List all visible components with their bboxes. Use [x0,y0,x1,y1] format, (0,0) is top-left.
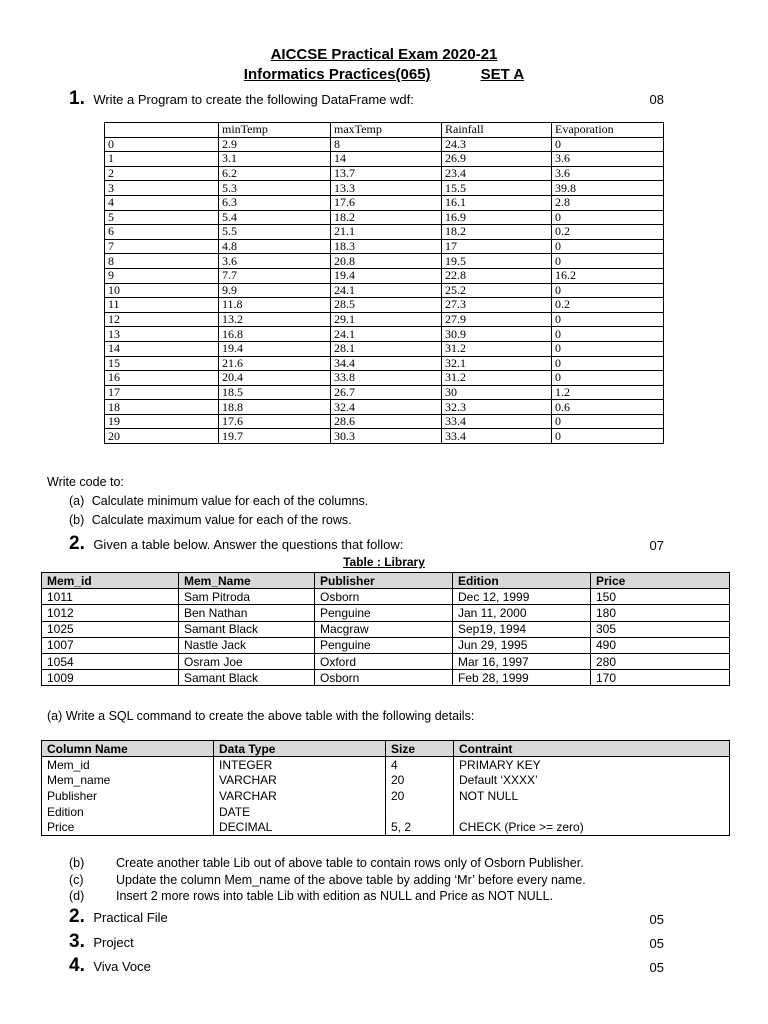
table-cell: 20 [105,429,219,444]
table-cell: 18.5 [219,385,331,400]
question-1-marks: 08 [649,92,664,107]
table-cell: 1.2 [552,385,664,400]
table-cell: 19.4 [331,268,442,283]
table-cell: 30.3 [331,429,442,444]
column-header: Data Type [214,741,386,757]
column-header: Price [591,573,730,589]
column-header: Size [386,741,454,757]
table-cell: 21.6 [219,356,331,371]
table-cell: 28.5 [331,298,442,313]
table-cell: 33.8 [331,371,442,386]
table-cell: 18 [105,400,219,415]
table-cell: Osborn [315,589,453,605]
table-cell: 0.2 [552,298,664,313]
table-cell: 24.1 [331,283,442,298]
table-row [105,371,664,386]
question-2 [69,533,403,555]
table-cell: 4 [386,757,454,773]
column-header: Rainfall [442,123,552,138]
table-cell: 8 [105,254,219,269]
table-cell: 3.1 [219,152,331,167]
write-code-label: Write code to: [47,475,124,489]
table-row [105,385,664,400]
table-cell: 26.7 [331,385,442,400]
table-cell: Macgraw [315,621,453,637]
table-row [105,254,664,269]
table-cell: 39.8 [552,181,664,196]
table-cell: 28.1 [331,341,442,356]
item-text: Practical File [93,910,168,925]
column-header: Contraint [454,741,730,757]
table-cell: 0 [552,312,664,327]
table-cell: 0 [552,283,664,298]
item-text: Project [93,935,134,950]
table-header-row [105,123,664,138]
table-cell: Mem_id [42,757,214,773]
table-cell: 170 [591,670,730,686]
item-number: 3. [69,931,85,952]
table-cell: 1025 [42,621,179,637]
table-cell: Sep19, 1994 [453,621,591,637]
viva-voce-item [69,955,151,977]
part-text: Create another table Lib out of above table to contain rows only of Osborn Publisher. [116,856,584,870]
table-cell: 0 [552,210,664,225]
column-header: minTemp [219,123,331,138]
question-2-part-c [69,873,586,887]
table-cell: 20.8 [331,254,442,269]
table-row [105,298,664,313]
table-cell: Penguine [315,605,453,621]
question-2-part-d [69,889,554,903]
table-cell: 0 [552,371,664,386]
part-label: (a) [69,494,85,508]
question-text: Write a Program to create the following DataFrame wdf: [93,92,414,107]
table-cell: 34.4 [331,356,442,371]
constraints-table [41,740,730,836]
table-cell: Edition [42,804,214,820]
table-cell: 16.1 [442,195,552,210]
table-cell: Default ‘XXXX’ [454,773,730,789]
table-cell: 26.9 [442,152,552,167]
table-cell: 11 [105,298,219,313]
table-cell: 6 [105,225,219,240]
table-cell: 15.5 [442,181,552,196]
table-cell: 8 [331,137,442,152]
table-row [105,268,664,283]
table-cell: 180 [591,605,730,621]
table-cell: DECIMAL [214,819,386,835]
table-cell: 18.8 [219,400,331,415]
table-cell: 12 [105,312,219,327]
table-row [105,210,664,225]
table-row [105,356,664,371]
table-cell: 20 [386,788,454,804]
table-row [105,225,664,240]
table-cell: 27.3 [442,298,552,313]
table-cell: 11.8 [219,298,331,313]
table-cell: Sam Pitroda [179,589,315,605]
table-cell: 5, 2 [386,819,454,835]
table-cell: 13.3 [331,181,442,196]
question-number: 1. [69,88,85,109]
question-1 [69,88,414,110]
table-cell [454,804,730,820]
table-cell: 9 [105,268,219,283]
part-label: (b) [69,856,85,870]
table-row [42,653,730,669]
table-cell: Penguine [315,637,453,653]
table-cell: 17.6 [331,195,442,210]
table-row [105,327,664,342]
table-cell: 30.9 [442,327,552,342]
table-cell: 33.4 [442,414,552,429]
table-cell: 16.9 [442,210,552,225]
table-cell [386,804,454,820]
table-cell: 10 [105,283,219,298]
table-row [105,429,664,444]
table-cell: 16.8 [219,327,331,342]
table-cell: 0 [552,414,664,429]
table-row [105,341,664,356]
column-header: Mem_id [42,573,179,589]
table-cell: 1 [105,152,219,167]
table-row [105,195,664,210]
table-cell: 24.3 [442,137,552,152]
table-cell: 32.3 [442,400,552,415]
table-cell: 7.7 [219,268,331,283]
table-cell: 1012 [42,605,179,621]
table-cell: 5 [105,210,219,225]
item-number: 4. [69,955,85,976]
table-cell: 20.4 [219,371,331,386]
table-cell: Publisher [42,788,214,804]
table-cell: 4 [105,195,219,210]
table-cell: 7 [105,239,219,254]
set-label: SET A [480,66,525,83]
table-cell: 0 [552,327,664,342]
table-cell: 150 [591,589,730,605]
table-cell: Oxford [315,653,453,669]
table-row [42,670,730,686]
table-cell: NOT NULL [454,788,730,804]
table-cell: 22.8 [442,268,552,283]
part-text: Update the column Mem_name of the above table by adding ‘Mr’ before every name. [116,873,586,887]
table-cell: Ben Nathan [179,605,315,621]
table-caption: Table : Library [343,555,425,569]
item-text: Viva Voce [93,959,151,974]
column-header: Publisher [315,573,453,589]
table-cell: 280 [591,653,730,669]
question-2-part-a: (a) Write a SQL command to create the above table with the following details: [47,709,475,723]
part-text: Calculate maximum value for each of the rows. [91,513,352,527]
column-header: Evaporation [552,123,664,138]
table-cell: 0 [105,137,219,152]
question-text: Given a table below. Answer the questions that follow: [93,537,404,552]
table-cell: 490 [591,637,730,653]
table-cell: 19 [105,414,219,429]
table-cell: 30 [442,385,552,400]
question-number: 2. [69,533,85,554]
table-cell: INTEGER [214,757,386,773]
table-cell: 23.4 [442,166,552,181]
table-cell: 32.4 [331,400,442,415]
table-cell: 18.2 [442,225,552,240]
table-cell: Price [42,819,214,835]
library-table [41,572,730,686]
table-cell: 29.1 [331,312,442,327]
table-cell: 32.1 [442,356,552,371]
table-cell: 33.4 [442,429,552,444]
table-cell: 1054 [42,653,179,669]
part-label: (c) [69,873,84,887]
table-cell: CHECK (Price >= zero) [454,819,730,835]
table-cell: 305 [591,621,730,637]
table-cell: 21.1 [331,225,442,240]
table-cell: 0 [552,254,664,269]
project-item [69,931,134,953]
column-header: Edition [453,573,591,589]
table-cell: 0 [552,356,664,371]
table-cell: 15 [105,356,219,371]
table-row [42,773,730,789]
table-cell: 2.9 [219,137,331,152]
table-cell: Dec 12, 1999 [453,589,591,605]
dataframe-table [104,122,664,444]
table-cell: 20 [386,773,454,789]
table-cell: 0.2 [552,225,664,240]
viva-voce-marks: 05 [649,960,664,975]
table-cell: 16 [105,371,219,386]
table-cell: 2.8 [552,195,664,210]
part-text: Insert 2 more rows into table Lib with edition as NULL and Price as NOT NULL. [116,889,554,903]
table-row [42,621,730,637]
table-cell: Osram Joe [179,653,315,669]
table-cell: Feb 28, 1999 [453,670,591,686]
table-cell: 3.6 [219,254,331,269]
question-1-part-b [69,513,352,527]
table-row [105,312,664,327]
table-cell: 1011 [42,589,179,605]
table-cell: 25.2 [442,283,552,298]
project-marks: 05 [649,936,664,951]
table-cell: 31.2 [442,371,552,386]
table-cell: 18.3 [331,239,442,254]
part-label: (d) [69,889,85,903]
table-cell: 3 [105,181,219,196]
practical-file-item [69,906,168,928]
table-cell: 5.5 [219,225,331,240]
table-row [105,283,664,298]
table-cell: 24.1 [331,327,442,342]
subject-title: Informatics Practices(065) [243,66,431,83]
table-row [105,414,664,429]
table-cell: Jun 29, 1995 [453,637,591,653]
table-row [105,137,664,152]
table-row [42,757,730,773]
table-row [105,181,664,196]
table-cell: 3.6 [552,166,664,181]
table-cell: 0 [552,341,664,356]
table-cell: 14 [331,152,442,167]
table-cell: 5.4 [219,210,331,225]
table-cell: 19.5 [442,254,552,269]
table-row [105,400,664,415]
question-2-part-b [69,856,584,870]
part-text: Calculate minimum value for each of the columns. [91,494,369,508]
table-cell: 6.2 [219,166,331,181]
table-cell: 0.6 [552,400,664,415]
column-header: maxTemp [331,123,442,138]
table-cell: 6.3 [219,195,331,210]
table-cell: 19.7 [219,429,331,444]
table-cell: 13.2 [219,312,331,327]
table-row [105,152,664,167]
question-1-part-a [69,494,368,508]
table-cell: Osborn [315,670,453,686]
table-cell: 9.9 [219,283,331,298]
table-cell: 2 [105,166,219,181]
table-cell: Jan 11, 2000 [453,605,591,621]
table-cell: 5.3 [219,181,331,196]
table-cell: 31.2 [442,341,552,356]
practical-file-marks: 05 [649,912,664,927]
exam-subject-line [0,66,768,83]
table-row [42,589,730,605]
table-cell: 27.9 [442,312,552,327]
table-cell: VARCHAR [214,773,386,789]
table-row [42,804,730,820]
table-cell: PRIMARY KEY [454,757,730,773]
table-cell: 0 [552,137,664,152]
table-cell: 16.2 [552,268,664,283]
column-header: Mem_Name [179,573,315,589]
table-cell: Nastle Jack [179,637,315,653]
item-number: 2. [69,906,85,927]
table-cell: VARCHAR [214,788,386,804]
table-cell: 17 [442,239,552,254]
table-cell: Mem_name [42,773,214,789]
table-cell: 17 [105,385,219,400]
table-row [105,239,664,254]
table-cell: Samant Black [179,621,315,637]
table-row [42,605,730,621]
table-cell: DATE [214,804,386,820]
column-header: Column Name [42,741,214,757]
table-cell: 0 [552,239,664,254]
exam-title: AICCSE Practical Exam 2020-21 [270,46,498,63]
table-cell: 19.4 [219,341,331,356]
question-2-marks: 07 [649,538,664,553]
table-cell: Samant Black [179,670,315,686]
table-cell: 3.6 [552,152,664,167]
table-cell: 0 [552,429,664,444]
column-header [105,123,219,138]
table-cell: 13.7 [331,166,442,181]
table-cell: 1009 [42,670,179,686]
table-cell: 1007 [42,637,179,653]
table-cell: 14 [105,341,219,356]
table-cell: 4.8 [219,239,331,254]
table-cell: Mar 16, 1997 [453,653,591,669]
table-cell: 18.2 [331,210,442,225]
table-row [42,788,730,804]
table-cell: 13 [105,327,219,342]
table-cell: 17.6 [219,414,331,429]
table-row [42,637,730,653]
table-row [42,819,730,835]
table-row [105,166,664,181]
table-cell: 28.6 [331,414,442,429]
part-label: (b) [69,513,85,527]
